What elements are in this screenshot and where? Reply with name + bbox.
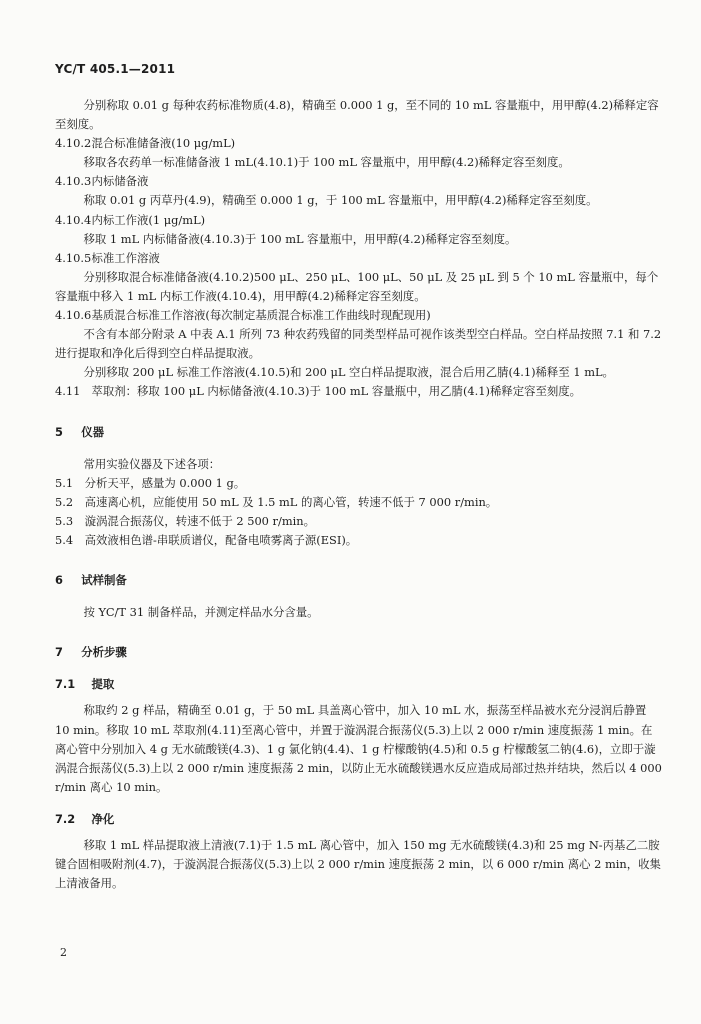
paragraph-4104: 移取 1 mL 内标储备液(4.10.3)于 100 mL 容量瓶中，用甲醇(4.2)稀释定容至刻度。 bbox=[83, 231, 517, 246]
paragraph-4102: 移取各农药单一标准储备液 1 mL(4.10.1)于 100 mL 容量瓶中，用甲醇(4.2)稀释定容至刻度。 bbox=[83, 155, 570, 170]
heading-4103: 4.10.3内标储备液 bbox=[55, 174, 149, 189]
body-text bbox=[55, 96, 663, 893]
spacer bbox=[55, 694, 663, 701]
item-5-1: 5.1 分析天平，感量为 0.000 1 g。 bbox=[55, 475, 246, 490]
heading-4106: 4.10.6基质混合标准工作溶液(每次制定基质混合标准工作曲线时现配现用) bbox=[55, 308, 431, 323]
heading-7-1: 7.1 提取 bbox=[55, 677, 115, 692]
paragraph-411: 4.11 萃取剂：移取 100 μL 内标储备液(4.10.3)于 100 mL 容量瓶中，用乙腈(4.1)稀释定容至刻度。 bbox=[55, 384, 582, 399]
paragraph-4106-b: 分别移取 200 μL 标准工作溶液(4.10.5)和 200 μL 空白样品提取液，混合后用乙腈(4.1)稀释至 1 mL。 bbox=[83, 365, 614, 380]
heading-4102: 4.10.2混合标准储备液(10 μg/mL) bbox=[55, 136, 236, 151]
paragraph-4101: 分别称取 0.01 g 每种农药标准物质(4.8)，精确至 0.000 1 g，至不同的 10 mL 容量瓶中，用甲醇(4.2)稀释定容至刻度。 bbox=[55, 98, 659, 132]
paragraph-7-2: 移取 1 mL 样品提取液上清液(7.1)于 1.5 mL 离心管中，加入 150 mg 无水硫酸镁(4.3)和 25 mg N-丙基乙二胺键合固相吸附剂(4.7)，于漩涡混合振荡仪(5.3)上以 2 000 r/min 速度振荡 2 min，以 6 000 r/min 离心 2 min，收集上清液备用。 bbox=[55, 838, 661, 891]
heading-4105: 4.10.5标准工作溶液 bbox=[55, 250, 160, 265]
spacer bbox=[55, 550, 663, 571]
spacer bbox=[55, 829, 663, 836]
heading-4104: 4.10.4内标工作液(1 μg/mL) bbox=[55, 212, 206, 227]
paragraph-4103: 称取 0.01 g 丙草丹(4.9)，精确至 0.000 1 g，于 100 mL 容量瓶中，用甲醇(4.2)稀释定容至刻度。 bbox=[83, 193, 598, 208]
heading-7-2: 7.2 净化 bbox=[55, 811, 115, 826]
paragraph-4105: 分别移取混合标准储备液(4.10.2)500 μL、250 μL、100 μL、50 μL 及 25 μL 到 5 个 10 mL 容量瓶中，每个容量瓶中移入 1 mL 内标工作液(4.10.4)，用甲醇(4.2)稀释定容至刻度。 bbox=[55, 269, 659, 303]
spacer bbox=[55, 402, 663, 423]
spacer bbox=[55, 797, 663, 810]
paragraph-7-1: 称取约 2 g 样品，精确至 0.01 g，于 50 mL 具盖离心管中，加入 10 mL 水，振荡至样品被水充分浸润后静置 10 min。移取 10 mL 萃取剂(4.11)至离心管中，并置于漩涡混合振荡仪(5.3)上以 2 000 r/min 速度振荡 1 min。在离心管中分别加入 4 g 无水硫酸镁(4.3)、1 g 氯化钠(4.4)、1 g 柠檬酸钠(4.5)和 0.5 g 柠檬酸氢二钠(4.6)，立即于漩涡混合振荡仪(5.3)上以 2 000 r/min 速度振荡 2 min，以防止无水硫酸镁遇水反应造成局部过热并结块，然后以 4 000 r/min 离心 10 min。 bbox=[55, 703, 662, 794]
item-5-2: 5.2 高速离心机，应能使用 50 mL 及 1.5 mL 的离心管，转速不低于 7 000 r/min。 bbox=[55, 494, 498, 509]
page-number: 2 bbox=[60, 946, 67, 959]
item-5-3: 5.3 漩涡混合振荡仪，转速不低于 2 500 r/min。 bbox=[55, 513, 316, 528]
paragraph-6: 按 YC/T 31 制备样品，并测定样品水分含量。 bbox=[83, 605, 319, 620]
paragraph-5-intro: 常用实验仪器及下述各项： bbox=[83, 456, 221, 471]
heading-5: 5 仪器 bbox=[55, 424, 105, 439]
paragraph-4106-a: 不含有本部分附录 A 中表 A.1 所列 73 种农药残留的同类型样品可视作该类型空白样品。空白样品按照 7.1 和 7.2 进行提取和净化后得到空白样品提取液。 bbox=[55, 327, 662, 361]
spacer bbox=[55, 622, 663, 643]
spacer bbox=[55, 590, 663, 603]
spacer bbox=[55, 442, 663, 455]
item-5-4: 5.4 高效液相色谱-串联质谱仪，配备电喷雾离子源(ESI)。 bbox=[55, 532, 358, 547]
heading-7: 7 分析步骤 bbox=[55, 645, 127, 660]
heading-6: 6 试样制备 bbox=[55, 573, 127, 588]
standard-code: YC/T 405.1—2011 bbox=[55, 62, 176, 76]
spacer bbox=[55, 662, 663, 675]
